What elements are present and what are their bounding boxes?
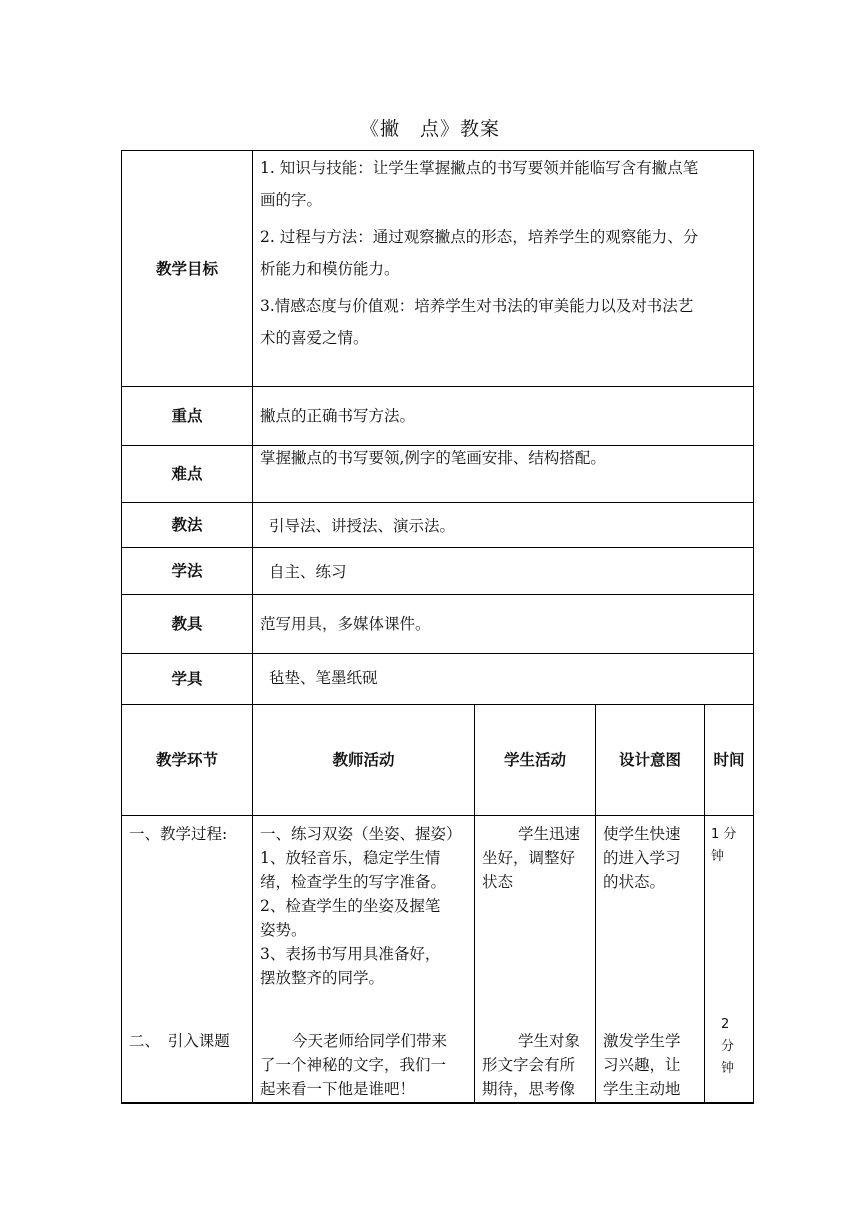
teacher-line: 摆放整齐的同学。 xyxy=(260,969,385,987)
objectives-label: 教学目标 xyxy=(155,259,218,278)
study-text: 自主、练习 xyxy=(269,563,347,581)
process-teacher xyxy=(260,1029,472,1101)
student-line: 状态 xyxy=(482,873,514,891)
study-label: 学法 xyxy=(171,562,203,580)
process-stage: 二、 引入课题 xyxy=(129,1032,230,1050)
table-border-right xyxy=(753,150,754,1104)
teacher-line: 绪，检查学生的写字准备。 xyxy=(260,873,447,891)
intent-line: 的进入学习 xyxy=(603,849,681,867)
time-line: 1 分 xyxy=(711,827,737,842)
teaching-tools-text: 范写用具，多媒体课件。 xyxy=(260,615,431,633)
method-text: 引导法、讲授法、演示法。 xyxy=(269,517,456,535)
objective-line: 1. 知识与技能：让学生掌握撇点的书写要领并能临写含有撇点笔 xyxy=(260,159,699,177)
teacher-line: 了一个神秘的文字，我们一 xyxy=(260,1056,447,1074)
header-time: 时间 xyxy=(713,751,745,769)
teacher-line: 2、检查学生的坐姿及握笔 xyxy=(260,897,441,915)
objective-line: 术的喜爱之情。 xyxy=(260,329,369,347)
teaching-tools-label: 教具 xyxy=(171,615,203,633)
teacher-line: 起来看一下他是谁吧！ xyxy=(260,1080,416,1098)
header-intent: 设计意图 xyxy=(618,751,681,769)
student-line: 形文字会有所 xyxy=(482,1056,576,1074)
table-border-bottom xyxy=(121,1102,754,1104)
study-tools-label: 学具 xyxy=(171,670,203,688)
intent-line: 使学生快速 xyxy=(603,825,681,843)
process-intent xyxy=(603,822,703,894)
header-teacher: 教师活动 xyxy=(332,751,395,769)
intent-line: 习兴趣，让 xyxy=(603,1056,681,1074)
page-title: 《撇 点》教案 xyxy=(359,118,500,140)
process-intent xyxy=(603,1029,703,1101)
header-stage: 教学环节 xyxy=(155,751,218,769)
teacher-line: 3、表扬书写用具准备好， xyxy=(260,945,441,963)
row-divider xyxy=(121,815,754,816)
student-line: 学生迅速 xyxy=(518,825,581,843)
process-student xyxy=(482,1029,594,1101)
student-line: 学生对象 xyxy=(518,1032,581,1050)
column-divider xyxy=(252,150,253,1104)
key-point-text: 撇点的正确书写方法。 xyxy=(260,407,416,425)
intent-line: 激发学生学 xyxy=(603,1032,681,1050)
header-student: 学生活动 xyxy=(503,751,566,769)
intent-line: 的状态。 xyxy=(603,873,666,891)
teacher-line: 今天老师给同学们带来 xyxy=(292,1032,448,1050)
process-stage: 一、教学过程: xyxy=(129,825,228,843)
student-line: 坐好，调整好 xyxy=(482,849,576,867)
lesson-plan-table xyxy=(121,150,754,1103)
objective-line: 画的字。 xyxy=(260,191,323,209)
study-tools-text: 毡垫、笔墨纸砚 xyxy=(269,669,378,687)
process-student xyxy=(482,822,594,894)
time-line: 钟 xyxy=(721,1061,735,1076)
process-time xyxy=(721,1014,751,1080)
time-line: 分 xyxy=(721,1039,735,1054)
time-line: 2 xyxy=(721,1017,730,1032)
teacher-line: 一、练习双姿（坐姿、握姿） xyxy=(260,825,462,843)
objective-line: 3.情感态度与价值观：培养学生对书法的审美能力以及对书法艺 xyxy=(260,297,694,315)
difficulty-text: 掌握撇点的书写要领,例字的笔画安排、结构搭配。 xyxy=(260,449,606,467)
teacher-line: 姿势。 xyxy=(260,921,307,939)
process-teacher xyxy=(260,822,472,990)
time-line: 钟 xyxy=(711,849,725,864)
key-point-label: 重点 xyxy=(171,407,203,425)
objective-line: 2. 过程与方法：通过观察撇点的形态，培养学生的观察能力、分 xyxy=(260,228,699,246)
process-time xyxy=(711,824,751,868)
difficulty-label: 难点 xyxy=(171,465,203,483)
objective-line: 析能力和模仿能力。 xyxy=(260,260,400,278)
intent-line: 学生主动地 xyxy=(603,1080,681,1098)
objectives-content xyxy=(260,156,750,358)
teacher-line: 1、放轻音乐，稳定学生情 xyxy=(260,849,441,867)
method-label: 教法 xyxy=(171,516,203,534)
student-line: 期待，思考像 xyxy=(482,1080,576,1098)
